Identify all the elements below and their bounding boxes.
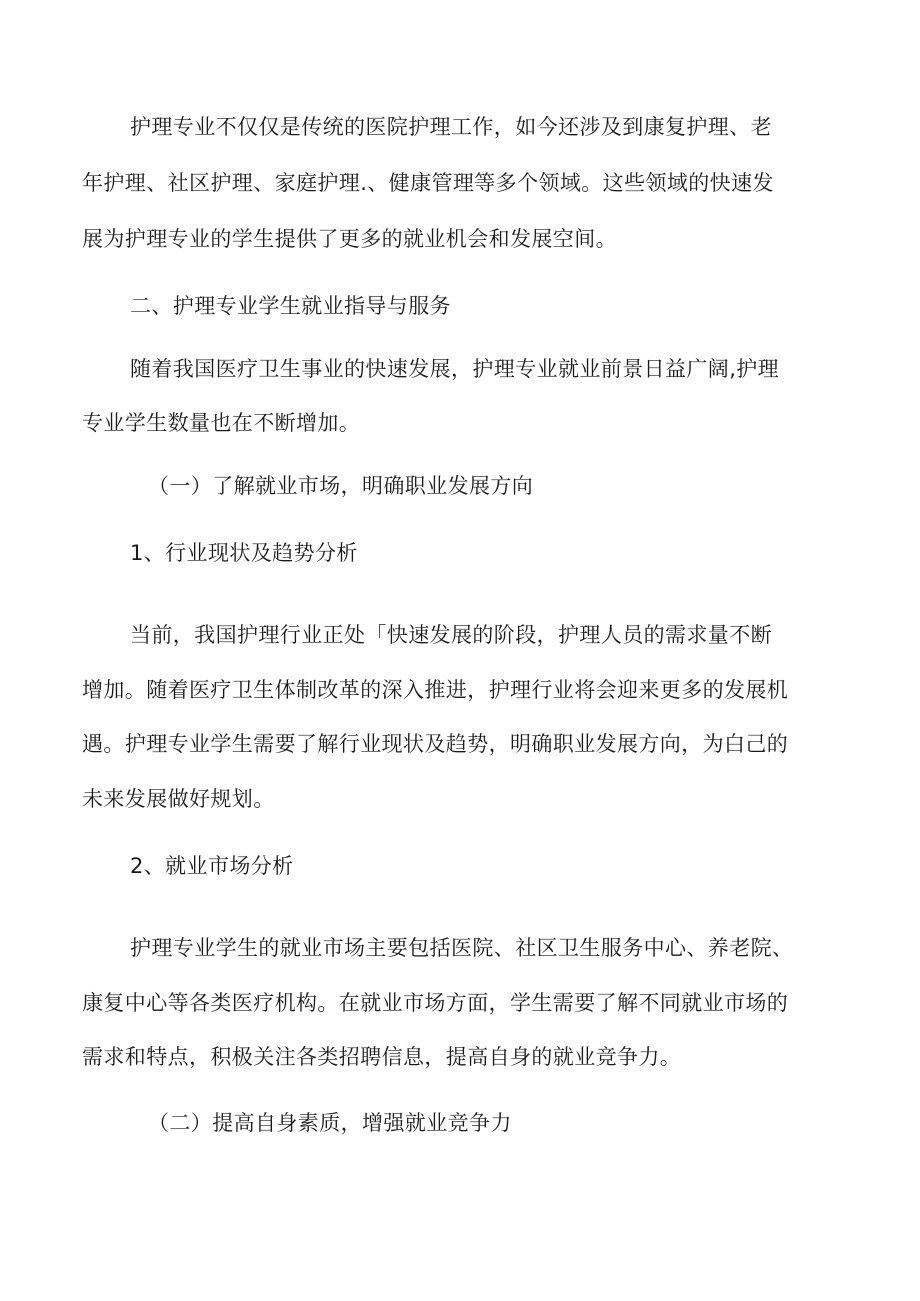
paragraph-line: 需求和特点，积极关注各类招聘信息，提高自身的就业竞争力。 xyxy=(82,1045,682,1069)
paragraph-line: 当前，我国护理行业正处「快速发展的阶段，护理人员的需求量不断 xyxy=(130,623,772,647)
subsection-heading: （一）了解就业市场，明确职业发展方向 xyxy=(148,474,534,498)
paragraph-line: 康复中心等各类医疗机构。在就业市场方面，学生需要了解不同就业市场的 xyxy=(82,991,789,1015)
subsection-heading: （二）提高自身素质，增强就业竞争力 xyxy=(148,1111,512,1135)
paragraph-line: 增加。随着医疗卫生体制改革的深入推进，护理行业将会迎来更多的发展机 xyxy=(82,678,789,702)
item-heading: 2、就业市场分析 xyxy=(130,854,294,878)
section-heading: 二、护理专业学生就业指导与服务 xyxy=(130,294,451,318)
item-heading: 1、行业现状及趋势分析 xyxy=(130,541,358,565)
paragraph-line: 未来发展做好规划。 xyxy=(82,787,275,811)
paragraph-line: 遇。护理专业学生需要了解行业现状及趋势，明确职业发展方向，为白己的 xyxy=(82,732,789,756)
paragraph-line: 专业学生数量也在不断增加。 xyxy=(82,411,361,435)
paragraph-line: 随着我国医疗卫生事业的快速发展，护理专业就业前景日益广阔,护理 xyxy=(130,357,780,381)
paragraph-line: 年护理、社区护理、家庭护理.、健康管理等多个领域。这些领域的快速发 xyxy=(82,171,774,195)
paragraph-line: 护理专业学生的就业市场主要包括医院、社区卫生服务中心、养老院、 xyxy=(130,936,794,960)
paragraph-line: 护理专业不仅仅是传统的医院护理工作，如今还涉及到康复护理、老 xyxy=(130,115,772,139)
paragraph-line: 展为护理专业的学生提供了更多的就业机会和发展空间。 xyxy=(82,227,617,251)
